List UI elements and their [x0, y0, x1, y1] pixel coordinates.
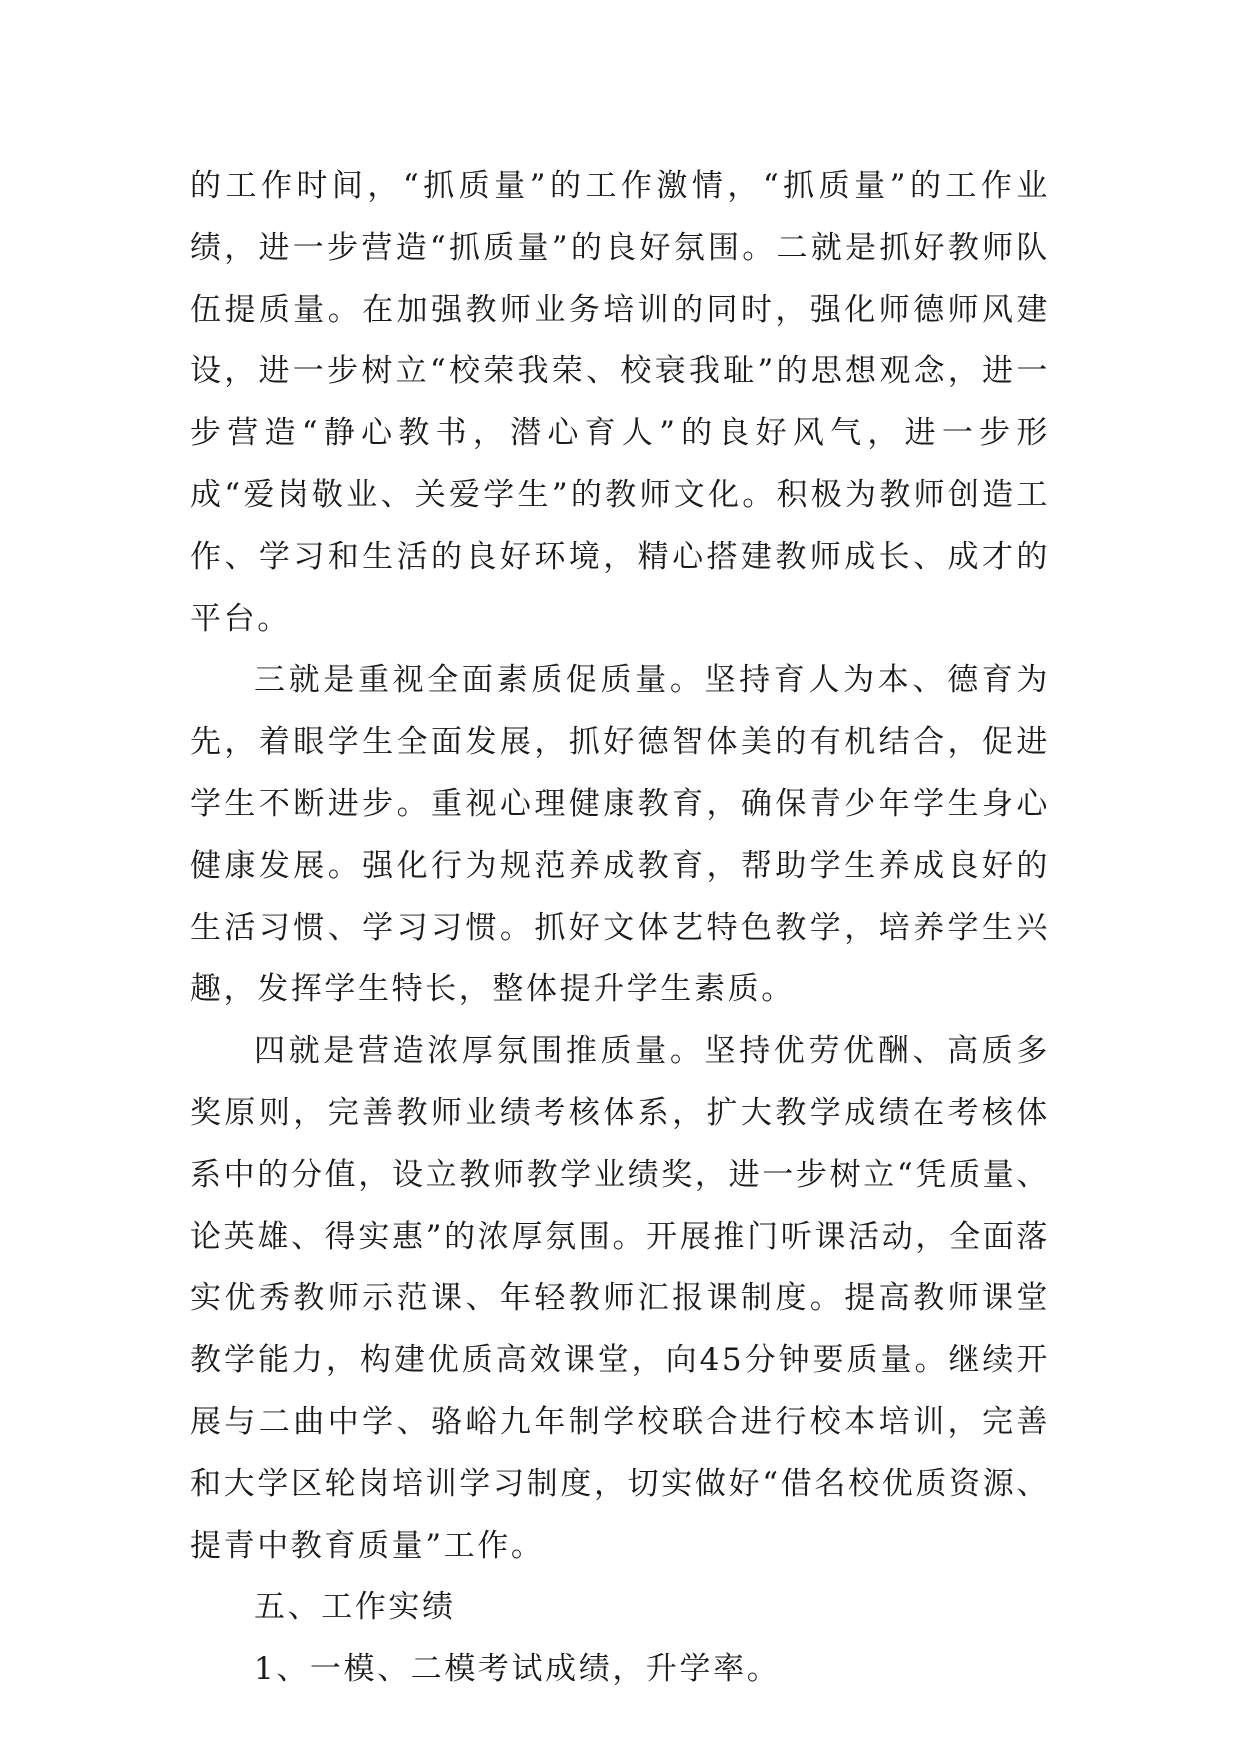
section-heading-work-results: 五、工作实绩: [254, 1589, 456, 1626]
document-body: [190, 156, 1050, 1701]
list-item-exam-results: 1、一模、二模考试成绩，升学率。: [254, 1651, 781, 1688]
paragraph-continuation: 的工作时间，“抓质量”的工作激情，“抓质量”的工作业绩，进一步营造“抓质量”的良好氛围。二就是抓好教师队伍提质量。在加强教师业务培训的同时，强化师德师风建设，进一步树立“校荣我荣、校衰我耻”的思想观念，进一步营造“静心教书，潜心育人”的良好风气，进一步形成“爱岗敬业、关爱学生”的教师文化。积极为教师创造工作、学习和生活的良好环境，精心搭建教师成长、成才的平台。: [190, 168, 1050, 637]
paragraph-quality-point-4: 四就是营造浓厚氛围推质量。坚持优劳优酬、高质多奖原则，完善教师业绩考核体系，扩大教学成绩在考核体系中的分值，设立教师教学业绩奖，进一步树立“凭质量、论英雄、得实惠”的浓厚氛围。开展推门听课活动，全面落实优秀教师示范课、年轻教师汇报课制度。提高教师课堂教学能力，构建优质高效课堂，向45分钟要质量。继续开展与二曲中学、骆峪九年制学校联合进行校本培训，完善和大学区轮岗培训学习制度，切实做好“借名校优质资源、提青中教育质量”工作。: [190, 1033, 1050, 1564]
paragraph-quality-point-3: 三就是重视全面素质促质量。坚持育人为本、德育为先，着眼学生全面发展，抓好德智体美的有机结合，促进学生不断进步。重视心理健康教育，确保青少年学生身心健康发展。强化行为规范养成教育，帮助学生养成良好的生活习惯、学习习惯。抓好文体艺特色教学，培养学生兴趣，发挥学生特长，整体提升学生素质。: [190, 662, 1050, 1008]
